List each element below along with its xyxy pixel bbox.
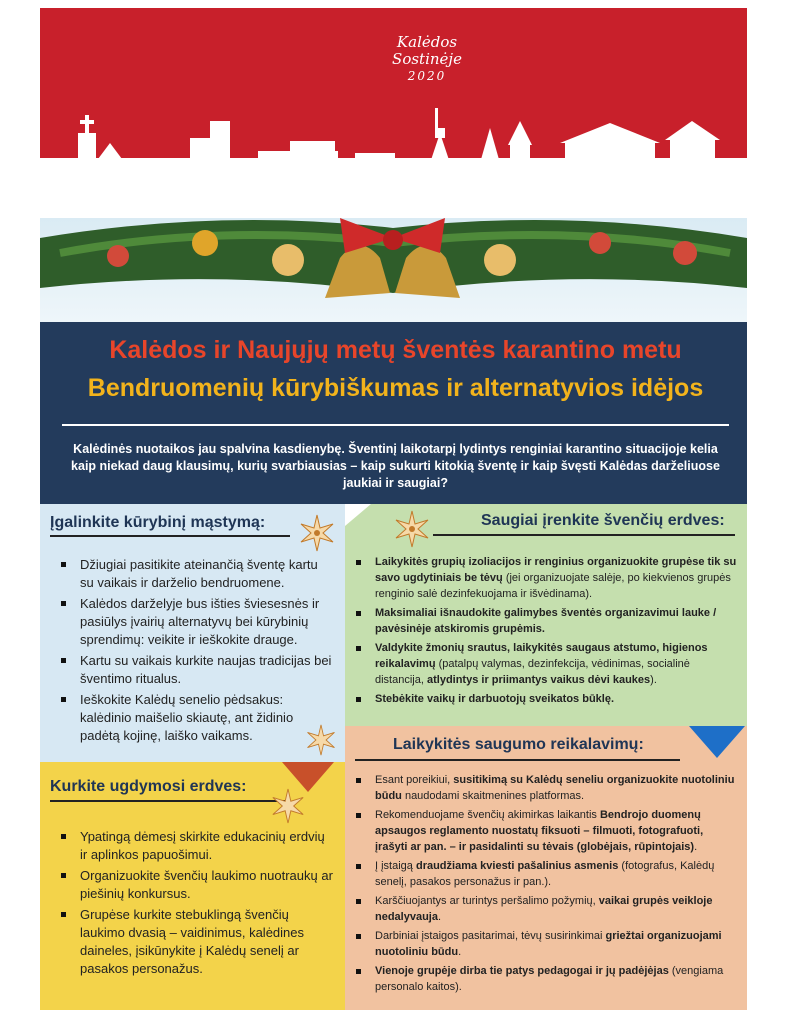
list-item bbox=[353, 605, 738, 637]
creative-thinking-panel bbox=[40, 504, 345, 762]
list-item bbox=[353, 963, 738, 995]
ornament-icon bbox=[484, 244, 516, 276]
list-item-text: susitikimą su Kalėdų seneliu organizuokite nuotoliniu būdu bbox=[375, 774, 735, 802]
list-item bbox=[353, 554, 738, 602]
creative-thinking-title: Įgalinkite kūrybinį mąstymą: bbox=[50, 514, 266, 531]
snowflake-star-icon bbox=[298, 514, 336, 552]
logo-year: 2020 bbox=[407, 69, 447, 83]
creative-thinking-list bbox=[58, 556, 333, 748]
list-item bbox=[353, 640, 738, 688]
list-item bbox=[353, 928, 738, 960]
list-item-text: . bbox=[694, 841, 698, 853]
holiday-spaces-panel bbox=[345, 504, 747, 726]
section-divider bbox=[50, 535, 290, 537]
kaledos-sostineje-logo bbox=[392, 34, 462, 85]
list-item bbox=[353, 807, 738, 855]
list-item-text: ). bbox=[650, 674, 657, 686]
list-item-text: naudodami skaitmenines platformas. bbox=[401, 790, 585, 802]
ornament-icon bbox=[192, 230, 218, 256]
education-spaces-panel bbox=[40, 762, 345, 1010]
holiday-spaces-title: Saugiai įrenkite švenčių erdves: bbox=[481, 512, 725, 529]
list-item-text: (vengiama personalo kaitos). bbox=[375, 965, 724, 993]
list-item: Organizuokite švenčių laukimo nuotraukų ar piešinių konkursus. bbox=[58, 867, 333, 903]
list-item: Džiugiai pasitikite ateinančią šventę kartu su vaikais ir darželio bendruomene. bbox=[58, 556, 333, 592]
triangle-marker-icon bbox=[689, 726, 745, 758]
list-item-text: Darbiniai įstaigos pasitarimai, tėvų susirinkimai bbox=[375, 930, 606, 942]
triangle-marker-icon bbox=[345, 504, 371, 526]
list-item-text: (fotografus, Kalėdų senelį, pasakos personažus ir pan.). bbox=[375, 860, 715, 888]
list-item-text: (jei organizuojate salėje, po kiekvienos grupės renginio salė dezinfekuojama ir išvėdinama). bbox=[375, 572, 731, 600]
safety-requirements-title: Laikykitės saugumo reikalavimų: bbox=[393, 736, 644, 753]
list-item-text: . bbox=[437, 911, 442, 923]
section-divider bbox=[50, 800, 290, 802]
title-divider bbox=[62, 424, 729, 426]
list-item-text: . bbox=[458, 946, 462, 958]
list-item-text: Valdykite žmonių srautus, laikykitės saugaus atstumo, higienos reikalavimų bbox=[375, 642, 708, 670]
list-item-text: Maksimaliai išnaudokite galimybes šventės organizavimui lauke / pavėsinėje atskiromis grupėmis. bbox=[375, 607, 717, 635]
list-item-text: Karščiuojantys ar turintys peršalimo požymių, bbox=[375, 895, 599, 907]
list-item bbox=[353, 858, 738, 890]
list-item-text: vaikai grupės veikloje nedalyvauja bbox=[375, 895, 713, 923]
list-item bbox=[353, 691, 738, 707]
ornament-icon bbox=[589, 232, 611, 254]
safety-requirements-panel bbox=[345, 726, 747, 1010]
holiday-spaces-list bbox=[353, 554, 738, 710]
ornament-icon bbox=[673, 241, 697, 265]
snowflake-star-icon bbox=[393, 510, 431, 548]
list-item-text: Esant poreikiui, bbox=[375, 774, 454, 786]
list-item-text: draudžiama kviesti pašalinius asmenis bbox=[415, 860, 619, 872]
list-item: Kalėdos darželyje bus išties šviesesnės ir pasiūlys įvairių alternatyvų bei kūrybinių sprendimų: veikite ir ieškokite drauge. bbox=[58, 595, 333, 649]
section-divider bbox=[355, 759, 680, 761]
list-item-text: atlydintys ir priimantys vaikus dėvi kaukes bbox=[426, 674, 651, 686]
list-item: Ieškokite Kalėdų senelio pėdsakus: kalėdinio maišelio skiautę, ant židinio padėtą kojinę, laiško vaikams. bbox=[58, 691, 333, 745]
education-spaces-title: Kurkite ugdymosi erdves: bbox=[50, 778, 247, 795]
list-item-text: Laikykitės grupių izoliacijos ir renginius organizuokite grupėse tik su savo ugdytiniais be tėvų bbox=[375, 556, 737, 584]
snowflake-star-icon bbox=[270, 788, 306, 824]
list-item bbox=[353, 772, 738, 804]
list-item: Grupėse kurkite stebuklingą švenčių laukimo dvasią – vaidinimus, kalėdines daineles, įsikūnykite į Kalėdų senelį ar pasakos personažus. bbox=[58, 906, 333, 978]
list-item-text: Į įstaigą bbox=[375, 860, 416, 872]
ornament-icon bbox=[107, 245, 129, 267]
snowflake-star-icon bbox=[305, 724, 337, 756]
list-item: Ypatingą dėmesį skirkite edukacinių erdvių ir aplinkos papuošimui. bbox=[58, 828, 333, 864]
list-item-text: Bendrojo duomenų apsaugos reglamento nuostatų fiksuoti – filmuoti, fotografuoti, įrašyti ar pan. – ir pasidalinti su tėvais (globėjais, rūpintojais) bbox=[375, 809, 704, 853]
list-item: Kartu su vaikais kurkite naujas tradicijas bei šventimo ritualus. bbox=[58, 652, 333, 688]
education-spaces-list bbox=[58, 828, 333, 981]
list-item-text: (patalpų valymas, dezinfekcija, vėdinimas, socialinė distancija, bbox=[375, 658, 690, 686]
safety-requirements-list bbox=[353, 772, 738, 998]
section-divider bbox=[433, 534, 735, 536]
header-banner bbox=[40, 8, 747, 322]
list-item-text: Stebėkite vaikų ir darbuotojų sveikatos būklę. bbox=[375, 693, 615, 705]
logo-line2: Sostinėje bbox=[392, 50, 462, 68]
list-item-text: Vienoje grupėje dirba tie patys pedagogai ir jų padėjėjas bbox=[375, 965, 669, 977]
logo-line1: Kalėdos bbox=[396, 33, 458, 51]
list-item-text: griežtai organizuojami nuotoliniu būdu bbox=[375, 930, 722, 958]
list-item bbox=[353, 893, 738, 925]
page-subtitle: Bendruomenių kūrybiškumas ir alternatyvios idėjos bbox=[87, 374, 704, 402]
intro-text: Kalėdinės nuotaikos jau spalvina kasdienybę. Šventinį laikotarpį lydintys renginiai karantino situacijoje kelia kaip niekad daug klausimų, kurių svarbiausias – kaip sukurti kitokią šventę ir kaip švęsti Kalėdas darželiuose jaukiai ir saugiai? bbox=[71, 442, 720, 490]
christmas-garland-illustration bbox=[40, 198, 747, 322]
list-item-text: Rekomenduojame švenčių akimirkas laikantis bbox=[375, 809, 600, 821]
ornament-icon bbox=[272, 244, 304, 276]
page-title: Kalėdos ir Naujųjų metų šventės karantino metu bbox=[109, 336, 682, 364]
